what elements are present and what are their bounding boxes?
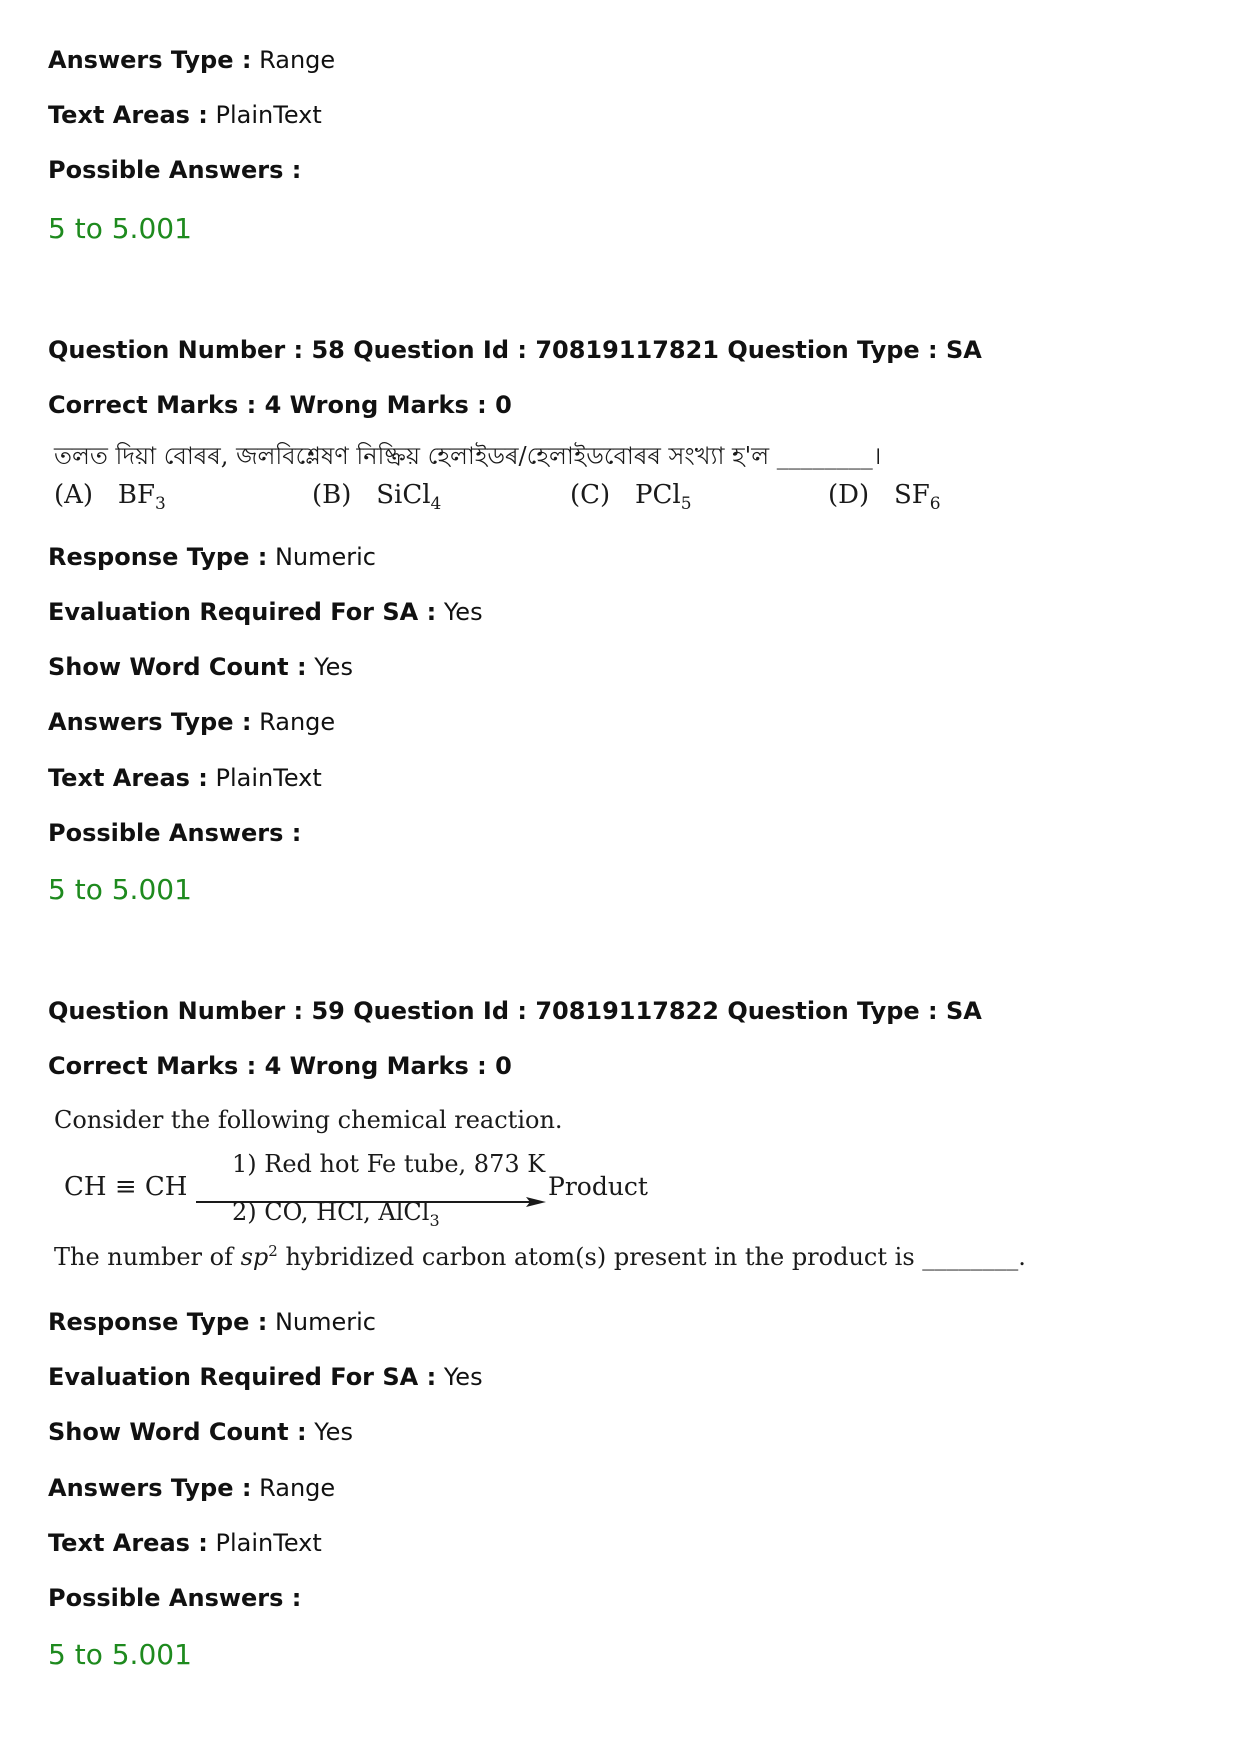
reactant: CH ≡ CH — [64, 1172, 188, 1202]
question-59-intro: Consider the following chemical reaction. — [54, 1106, 563, 1134]
possible-answers-label: Possible Answers : — [48, 1584, 302, 1612]
question-59-header: Question Number : 59 Question Id : 70819117822 Question Type : SA — [48, 997, 982, 1025]
possible-answers-label: Possible Answers : — [48, 156, 302, 184]
text-areas-label: Text Areas : — [48, 101, 208, 129]
text-areas-value: PlainText — [215, 101, 322, 129]
text-areas-row: Text Areas : PlainText — [48, 1529, 322, 1557]
question-59-marks: Correct Marks : 4 Wrong Marks : 0 — [48, 1052, 512, 1080]
answers-type-row: Answers Type : Range — [48, 708, 336, 736]
reaction-condition-1: 1) Red hot Fe tube, 873 K — [232, 1150, 546, 1178]
response-type-row: Response Type : Numeric — [48, 543, 376, 571]
answers-type-value: Range — [259, 46, 336, 74]
possible-answer-value: 5 to 5.001 — [48, 873, 192, 906]
possible-answer-value: 5 to 5.001 — [48, 1638, 192, 1671]
answers-type-row: Answers Type : Range — [48, 1474, 336, 1502]
question-58-marks: Correct Marks : 4 Wrong Marks : 0 — [48, 391, 512, 419]
text-areas-row: Text Areas : PlainText — [48, 764, 322, 792]
response-type-row: Response Type : Numeric — [48, 1308, 376, 1336]
product-label: Product — [548, 1172, 648, 1201]
evaluation-row: Evaluation Required For SA : Yes — [48, 598, 483, 626]
answers-type-label: Answers Type : — [48, 46, 252, 74]
word-count-row: Show Word Count : Yes — [48, 653, 353, 681]
possible-answers-label: Possible Answers : — [48, 819, 302, 847]
question-58-text: তলত দিয়া বোৰৰ, জলবিশ্লেষণ নিষ্ক্ৰিয় হেলাইডৰ/হেলাইডবোৰৰ সংখ্যা হ'ল ________। — [54, 442, 882, 470]
possible-answer-value: 5 to 5.001 — [48, 212, 192, 245]
option-d: (D) $SF_6$ — [828, 480, 941, 515]
question-58-header: Question Number : 58 Question Id : 70819117821 Question Type : SA — [48, 336, 982, 364]
evaluation-row: Evaluation Required For SA : Yes — [48, 1363, 483, 1391]
text-areas-row — [48, 101, 322, 129]
answers-type-row — [48, 46, 335, 74]
option-c: (C) PCl$_5$ — [570, 480, 692, 515]
word-count-row: Show Word Count : Yes — [48, 1418, 353, 1446]
option-b: (B) SiCl$_4$ — [312, 480, 442, 515]
reaction-condition-2: 2) CO, HCl, AlCl$_3$ — [232, 1198, 440, 1230]
question-59-text: The number of $sp^2$ hybridized carbon atom(s) present in the product is ________. — [54, 1242, 1026, 1271]
option-a: (A) $BF_3$ — [54, 480, 166, 515]
